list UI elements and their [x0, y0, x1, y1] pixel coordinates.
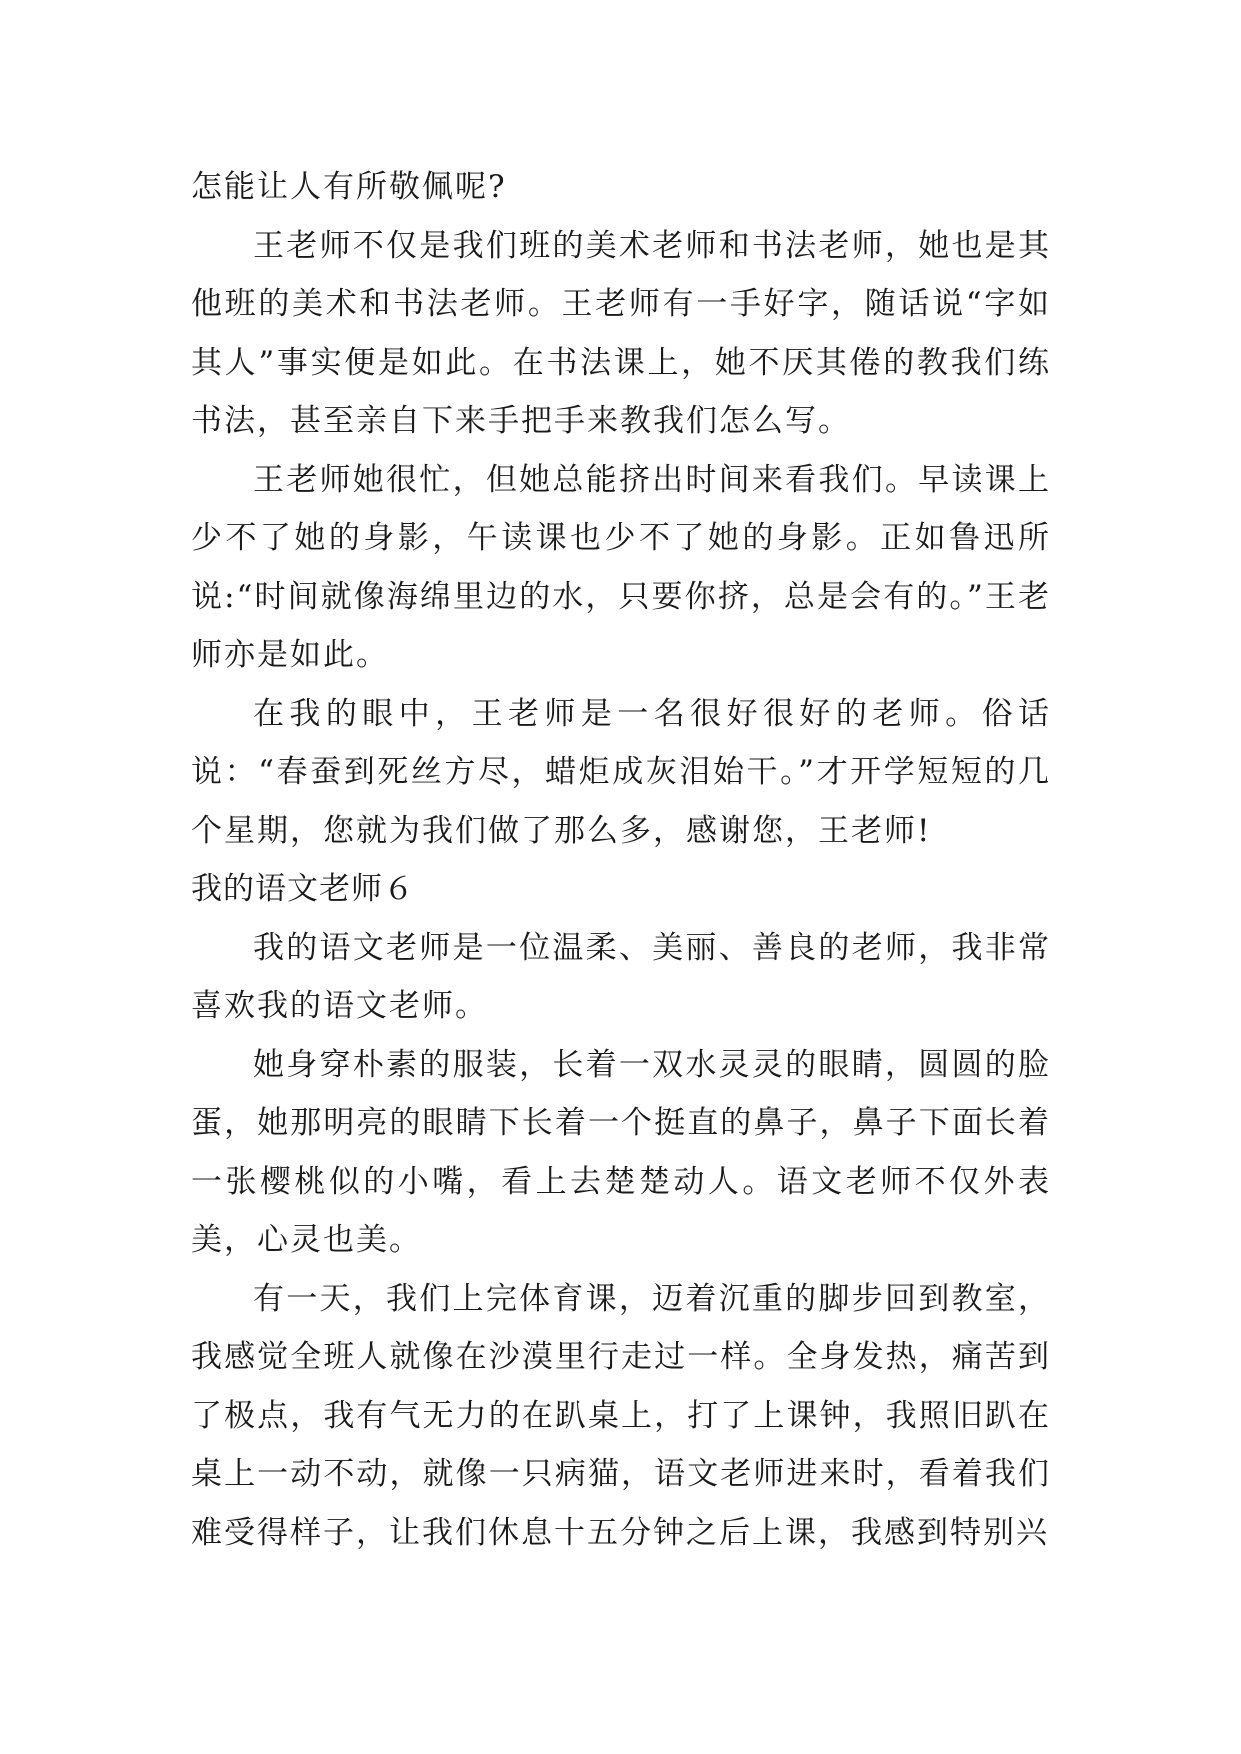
document-body	[191, 158, 1051, 1562]
paragraph: 王老师不仅是我们班的美术老师和书法老师，她也是其他班的美术和书法老师。王老师有一手好字，随话说“字如其人”事实便是如此。在书法课上，她不厌其倦的教我们练书法，甚至亲自下来手把手来教我们怎么写。	[191, 227, 1051, 439]
paragraph: 我的语文老师是一位温柔、美丽、善良的老师，我非常喜欢我的语文老师。	[191, 929, 1051, 1024]
paragraph: 在我的眼中，王老师是一名很好很好的老师。俗话说：“春蚕到死丝方尽，蜡炬成灰泪始干。”才开学短短的几个星期，您就为我们做了那么多，感谢您，王老师!	[191, 695, 1051, 849]
paragraph: 她身穿朴素的服装，长着一双水灵灵的眼睛，圆圆的脸蛋，她那明亮的眼睛下长着一个挺直的鼻子，鼻子下面长着一张樱桃似的小嘴，看上去楚楚动人。语文老师不仅外表美，心灵也美。	[191, 1046, 1051, 1258]
paragraph: 有一天，我们上完体育课，迈着沉重的脚步回到教室，我感觉全班人就像在沙漠里行走过一样。全身发热，痛苦到了极点，我有气无力的在趴桌上，打了上课钟，我照旧趴在桌上一动不动，就像一只病猫，语文老师进来时，看着我们难受得样子，让我们休息十五分钟之后上课，我感到特别兴	[191, 1280, 1051, 1551]
section-heading: 我的语文老师６	[191, 871, 415, 907]
lead-line: 怎能让人有所敬佩呢?	[191, 169, 507, 205]
paragraph: 王老师她很忙，但她总能挤出时间来看我们。早读课上少不了她的身影，午读课也少不了她的身影。正如鲁迅所说:“时间就像海绵里边的水，只要你挤，总是会有的。”王老师亦是如此。	[191, 461, 1051, 673]
